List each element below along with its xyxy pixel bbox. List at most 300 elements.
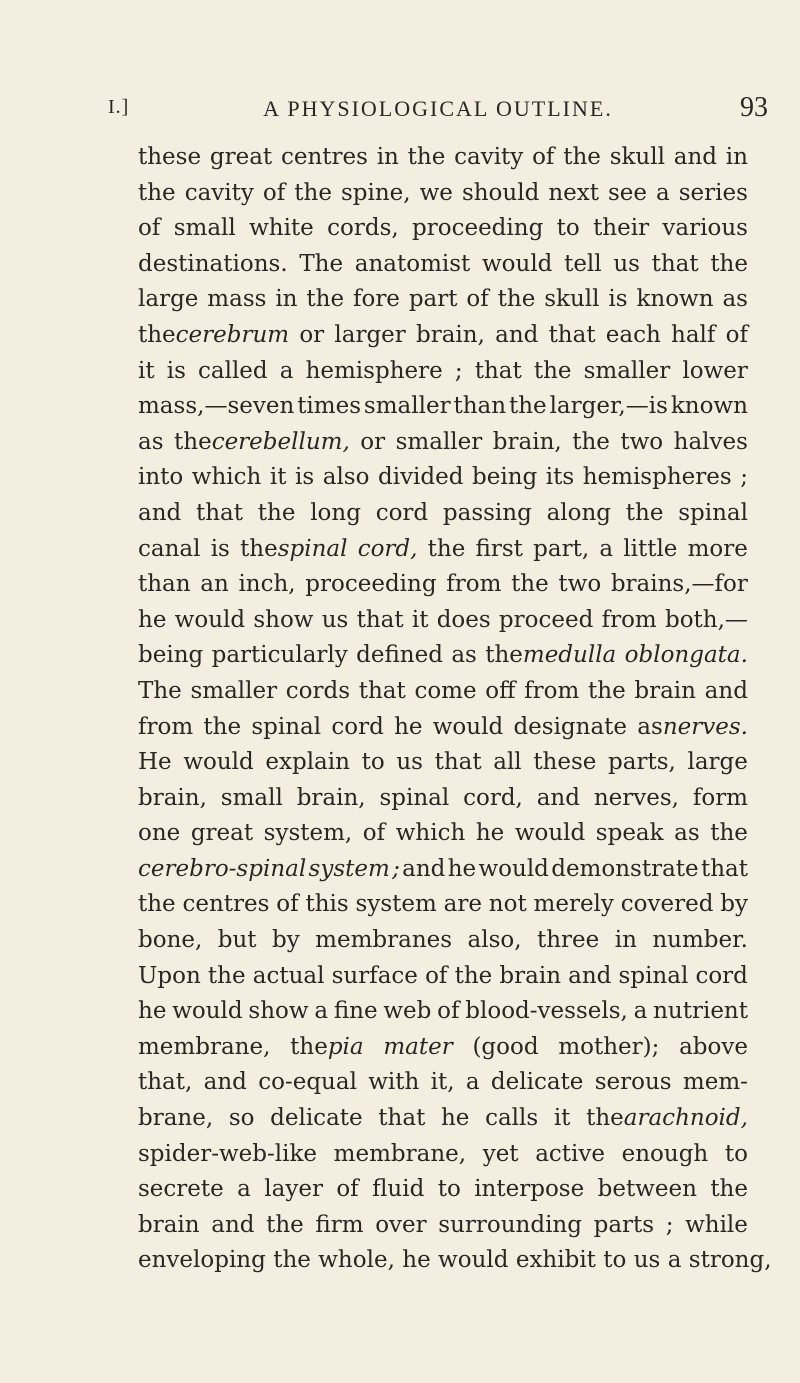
word: serous [594, 1069, 672, 1096]
word: proceed [498, 606, 594, 633]
word: thespinal [240, 535, 348, 562]
word: mass [207, 286, 267, 313]
word: part, [533, 535, 590, 562]
word: should [461, 179, 540, 206]
word: nerves, [593, 784, 679, 811]
text-line [138, 603, 748, 639]
word: anatomist [354, 250, 471, 277]
text-line [138, 532, 748, 568]
word: of [362, 820, 386, 847]
word: is [166, 357, 186, 384]
word: exhibit [515, 1247, 596, 1274]
word: spine, [340, 179, 411, 206]
word: smaller [583, 357, 671, 384]
word: the [273, 1247, 311, 1274]
word: spider-web-like [138, 1140, 318, 1167]
word: and [704, 677, 748, 704]
text-line [138, 959, 748, 995]
word: cord [331, 713, 384, 740]
word: system, [263, 820, 353, 847]
word: larger,—is [549, 393, 668, 420]
word: defined [356, 642, 443, 669]
word: membrane, [138, 1033, 271, 1060]
word: large [138, 286, 199, 313]
word: a [314, 998, 329, 1025]
text-line [138, 176, 748, 212]
word: that [548, 321, 596, 348]
word: great [190, 820, 254, 847]
word: from [601, 606, 657, 633]
word: us [613, 250, 640, 277]
word: of [725, 321, 748, 348]
word: us [633, 1247, 661, 1274]
word: and [568, 962, 612, 989]
word: smaller [395, 428, 483, 455]
word: it [411, 606, 429, 633]
word: particularly [211, 642, 348, 669]
word: membranes [315, 927, 453, 954]
word: smaller [190, 677, 278, 704]
word: and [402, 855, 446, 882]
word: first [475, 535, 523, 562]
word: cords, [327, 215, 399, 242]
word: and [495, 321, 539, 348]
word: the [511, 571, 549, 598]
word: which [191, 464, 262, 491]
word: ; [392, 855, 400, 882]
word: mem- [682, 1069, 748, 1096]
word: the [497, 286, 536, 313]
word: brain, [415, 321, 485, 348]
word: and [673, 144, 717, 170]
text-line [138, 1208, 748, 1244]
word: would [478, 855, 549, 882]
word: come [414, 677, 477, 704]
word: does [436, 606, 491, 633]
word: small [220, 784, 283, 811]
word: from [138, 713, 194, 740]
word: large [687, 749, 748, 776]
word: little [623, 535, 678, 562]
word: that [378, 1105, 426, 1132]
word: by [272, 927, 300, 954]
word: cord [695, 962, 748, 989]
word: series [678, 179, 748, 206]
word: blood-vessels, [465, 998, 628, 1025]
word: various [662, 215, 748, 242]
word: cavity [454, 144, 524, 170]
word: fore [352, 286, 400, 313]
word: see [607, 179, 647, 206]
word: the [138, 179, 176, 206]
word: and [203, 1069, 247, 1096]
word: the [138, 891, 176, 918]
word: tell [564, 250, 602, 277]
word: of [336, 1176, 359, 1203]
text-line [138, 247, 748, 283]
word: above [679, 1033, 748, 1060]
word: being [138, 642, 204, 669]
word: he [394, 713, 423, 740]
word: ; [454, 357, 463, 384]
word: enough [621, 1140, 709, 1167]
word: that [474, 357, 522, 384]
word: web [383, 998, 432, 1025]
word: the [203, 713, 242, 740]
word: half [671, 321, 716, 348]
body-text [138, 140, 772, 1279]
word: spinal [618, 962, 689, 989]
word: He [138, 749, 172, 776]
word: over [375, 1211, 427, 1238]
word: active [535, 1140, 605, 1167]
word: nutrient [653, 998, 748, 1025]
word: are [443, 891, 482, 918]
word: of [138, 215, 161, 242]
word: the [294, 179, 332, 206]
text-line [138, 1243, 772, 1279]
word: than [453, 393, 507, 420]
word: in [725, 144, 748, 170]
text-line [138, 923, 748, 959]
word: called [198, 357, 268, 384]
text-line [138, 282, 748, 318]
word: asnerves. [637, 713, 748, 740]
text-line [138, 567, 748, 603]
word: than [138, 571, 191, 598]
word: that, [138, 1069, 193, 1096]
word: but [217, 927, 257, 954]
word: delicate [270, 1105, 363, 1132]
word: of [425, 962, 448, 989]
word: that [434, 749, 482, 776]
word: to [556, 215, 580, 242]
word: skull [609, 144, 665, 170]
word: canal [138, 535, 201, 562]
word: us [396, 749, 423, 776]
word: halves [673, 428, 748, 455]
word: thepia [290, 1033, 364, 1060]
word: or [299, 321, 325, 348]
word: of [437, 998, 460, 1025]
word: in [275, 286, 298, 313]
word: of [276, 891, 299, 918]
word: yet [482, 1140, 519, 1167]
word: he [138, 606, 167, 633]
word: is [608, 286, 628, 313]
word: part [408, 286, 458, 313]
word: lower [682, 357, 748, 384]
word: it [553, 1105, 571, 1132]
word: smaller [363, 393, 451, 420]
word: larger [334, 321, 406, 348]
word: this [305, 891, 349, 918]
word: layer [264, 1176, 323, 1203]
word: that [651, 250, 699, 277]
word: inch, [238, 571, 296, 598]
word: hemispheres [582, 464, 732, 491]
word: brain [634, 677, 696, 704]
word: the [508, 393, 547, 420]
text-line [138, 710, 748, 746]
word: cords [285, 677, 351, 704]
word: two [558, 571, 602, 598]
word: one [138, 820, 181, 847]
word: the [207, 962, 246, 989]
word: cavity [184, 179, 254, 206]
word: hemisphere [305, 357, 443, 384]
text-line [138, 994, 748, 1030]
word: being [472, 464, 538, 491]
word: to [437, 1176, 461, 1203]
word: and [211, 1211, 255, 1238]
word: mass,—seven [138, 393, 295, 420]
word: thearachnoid, [586, 1105, 748, 1132]
word: it [138, 357, 155, 384]
word: strong, [688, 1247, 772, 1274]
word: thecerebellum, [174, 428, 350, 455]
word: us [321, 606, 349, 633]
word: the [588, 677, 626, 704]
word: The [138, 677, 182, 704]
word: the [563, 144, 601, 170]
word: centres [280, 144, 368, 170]
word: skull [544, 286, 600, 313]
word: surface [331, 962, 418, 989]
text-line [138, 318, 748, 354]
word: cord [375, 499, 429, 526]
word: brain [499, 962, 562, 989]
text-line [138, 140, 748, 176]
word: with [368, 1069, 420, 1096]
word: a [599, 535, 614, 562]
word: The [299, 250, 344, 277]
word: secrete [138, 1176, 224, 1203]
word: show [253, 606, 314, 633]
word: would [432, 713, 504, 740]
word: brain, [296, 784, 366, 811]
word: that [700, 855, 748, 882]
word: the [257, 499, 296, 526]
word: he [138, 998, 167, 1025]
word: a [633, 998, 648, 1025]
word: cord, [463, 784, 523, 811]
word: of [532, 144, 555, 170]
word: not [488, 891, 527, 918]
word: the [407, 144, 446, 170]
text-line [138, 1172, 748, 1208]
word: a [279, 357, 294, 384]
word: he [447, 855, 477, 882]
text-line [138, 1101, 748, 1137]
word: actual [252, 962, 325, 989]
word: delicate [490, 1069, 584, 1096]
word: mother); [558, 1033, 660, 1060]
word: the [625, 499, 664, 526]
word: proceeding [305, 571, 437, 598]
word: from [446, 571, 502, 598]
text-line [138, 1137, 748, 1173]
word: the [454, 962, 493, 989]
word: also [322, 464, 370, 491]
word: parts [593, 1211, 655, 1238]
word: brain, [138, 784, 207, 811]
word: along [546, 499, 612, 526]
running-title: A PHYSIOLOGICAL OUTLINE. [263, 96, 613, 121]
word: themedulla [485, 642, 617, 669]
word: explain [265, 749, 350, 776]
word: bone, [138, 927, 203, 954]
text-line [138, 816, 748, 852]
word: ; [740, 464, 748, 491]
word: the [710, 820, 748, 847]
word: he [475, 820, 505, 847]
word: spinal [251, 713, 322, 740]
word: a [667, 1247, 682, 1274]
word: three [537, 927, 600, 954]
word: in [376, 144, 399, 170]
word: is [210, 535, 230, 562]
word: their [593, 215, 650, 242]
word: (good [472, 1033, 539, 1060]
word: which [395, 820, 466, 847]
word: destinations. [138, 250, 288, 277]
word: these [138, 144, 202, 170]
word: co-equal [258, 1069, 357, 1096]
word: form [692, 784, 748, 811]
text-line [138, 1065, 748, 1101]
word: as [674, 820, 700, 847]
word: that [196, 499, 244, 526]
word: passing [442, 499, 532, 526]
text-line [138, 745, 748, 781]
text-line [138, 852, 748, 888]
word: to [724, 1140, 748, 1167]
text-line [138, 211, 748, 247]
text-line [138, 354, 748, 390]
word: speak [595, 820, 664, 847]
text-line [138, 425, 748, 461]
chapter-marker: I.] [108, 96, 130, 118]
word: next [548, 179, 599, 206]
word: by [720, 891, 748, 918]
word: merely [533, 891, 614, 918]
word: membrane, [333, 1140, 467, 1167]
word: would [172, 998, 243, 1025]
word: demonstrate [551, 855, 699, 882]
word: brane, [138, 1105, 214, 1132]
word: would [514, 820, 586, 847]
word: that [356, 606, 404, 633]
word: brain, [492, 428, 562, 455]
word: we [419, 179, 453, 206]
word: whole, [318, 1247, 395, 1274]
word: spinal [379, 784, 450, 811]
word: from [524, 677, 580, 704]
word: a [656, 179, 670, 206]
word: as [722, 286, 748, 313]
word: firm [315, 1211, 364, 1238]
word: or [360, 428, 386, 455]
word: to [603, 1247, 627, 1274]
word: while [685, 1211, 748, 1238]
word: also, [467, 927, 522, 954]
page-number: 93 [740, 92, 768, 123]
word: and [138, 499, 182, 526]
word: Upon [138, 962, 201, 989]
word: oblongata. [624, 642, 748, 669]
word: spinal [678, 499, 748, 526]
word: and [536, 784, 580, 811]
word: would [481, 250, 553, 277]
word: thecerebrum [138, 321, 290, 348]
word: designate [513, 713, 628, 740]
word: brains,—for [610, 571, 748, 598]
word: ; [665, 1211, 674, 1238]
word: enveloping [138, 1247, 266, 1274]
word: in [614, 927, 637, 954]
word: mater [383, 1033, 453, 1060]
word: interpose [474, 1176, 585, 1203]
word: divided [377, 464, 464, 491]
word: he [402, 1247, 431, 1274]
word: the [427, 535, 466, 562]
word: centres [182, 891, 270, 918]
word: the [572, 428, 610, 455]
word: an [200, 571, 229, 598]
word: of [262, 179, 286, 206]
word: the [306, 286, 345, 313]
word: long [310, 499, 361, 526]
text-line [138, 674, 748, 710]
text-line [138, 1030, 748, 1066]
word: surrounding [438, 1211, 582, 1238]
word: each [605, 321, 661, 348]
word: system [355, 891, 437, 918]
word: more [687, 535, 748, 562]
word: number. [652, 927, 748, 954]
word: known [670, 393, 748, 420]
word: would [174, 606, 246, 633]
word: into [138, 464, 184, 491]
running-head [108, 92, 768, 132]
word: would [438, 1247, 509, 1274]
word: the [710, 1176, 748, 1203]
word: is [295, 464, 315, 491]
word: fine [333, 998, 378, 1025]
word: would [183, 749, 254, 776]
text-line [138, 389, 748, 425]
word: cord, [357, 535, 418, 562]
word: system [308, 855, 390, 882]
word: of [466, 286, 489, 313]
word: as [138, 428, 164, 455]
text-line [138, 460, 748, 496]
word: it, [430, 1069, 455, 1096]
word: two [620, 428, 664, 455]
word: he [440, 1105, 470, 1132]
word: show [248, 998, 309, 1025]
word: brain [138, 1211, 200, 1238]
word: between [597, 1176, 697, 1203]
text-line [138, 638, 748, 674]
word: known [636, 286, 714, 313]
word: so [228, 1105, 255, 1132]
word: these [533, 749, 597, 776]
word: great [209, 144, 273, 170]
word: white [249, 215, 314, 242]
word: the [533, 357, 572, 384]
